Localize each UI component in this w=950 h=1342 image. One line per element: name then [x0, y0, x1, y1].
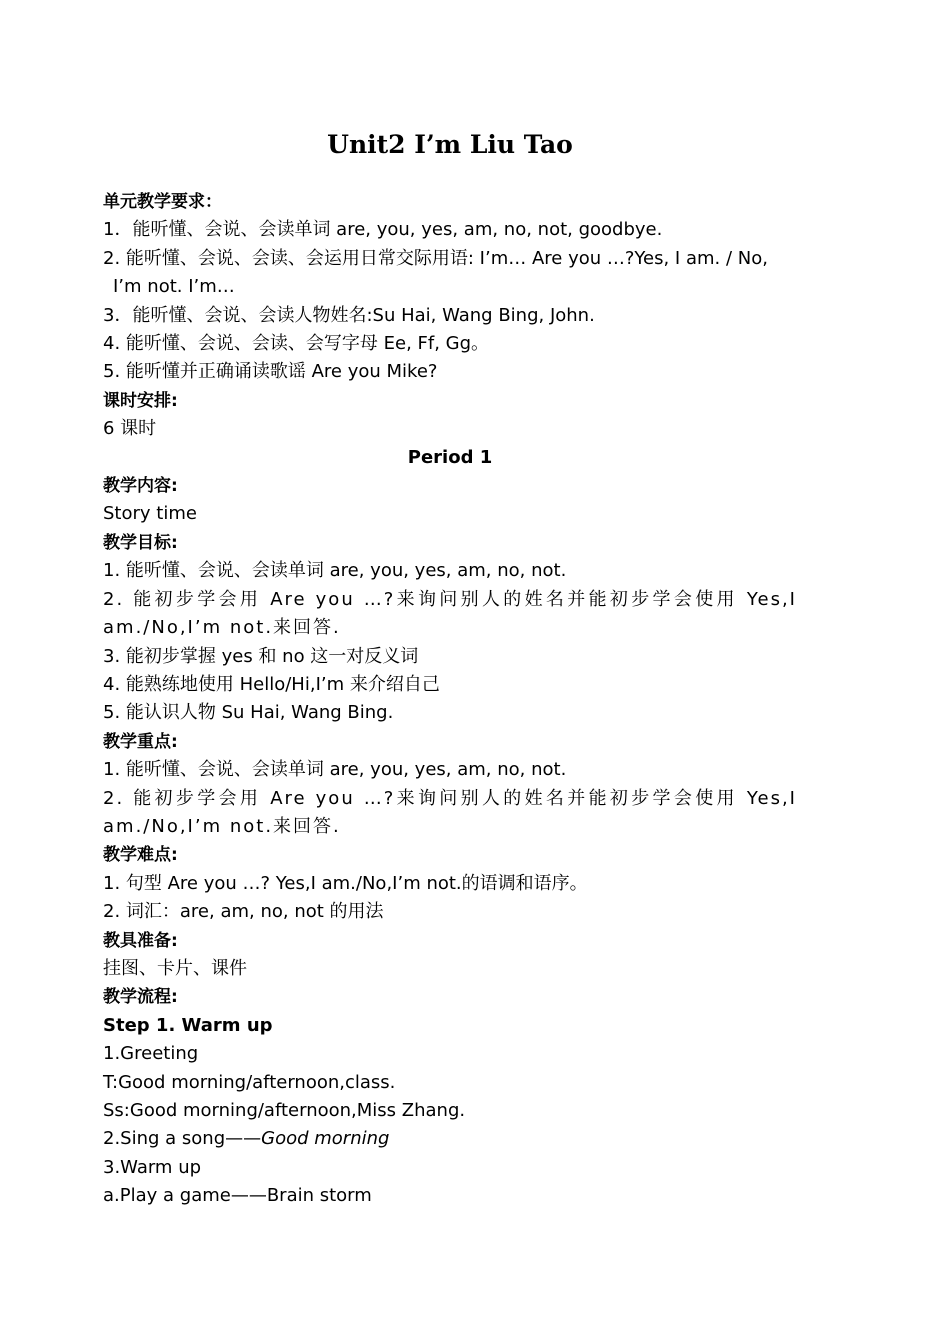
- materials-value: 挂图、卡片、课件: [103, 957, 247, 979]
- unit-requirements-heading: 单元教学要求：: [103, 192, 222, 212]
- schedule-value: 6 课时: [103, 418, 157, 440]
- song-title: Good morning: [261, 1128, 390, 1150]
- requirement-item: 3．能听懂、会说、会读人物姓名:Su Hai, Wang Bing, John.: [103, 304, 595, 326]
- procedure-line: 3.Warm up: [103, 1156, 202, 1178]
- objective-item: 5. 能认识人物 Su Hai, Wang Bing.: [103, 702, 394, 724]
- document-body: [103, 188, 797, 1211]
- difficulty-item: 1. 句型 Are you …? Yes,I am./No,I’m not.的语调和语序。: [103, 872, 588, 894]
- key-points-heading: 教学重点:: [103, 731, 178, 752]
- schedule-heading: 课时安排:: [103, 390, 178, 411]
- procedure-heading: 教学流程:: [103, 987, 178, 1008]
- difficulty-item: 2. 词汇：are, am, no, not 的用法: [103, 901, 384, 923]
- key-point-item: 1. 能听懂、会说、会读单词 are, you, yes, am, no, not.: [103, 759, 567, 781]
- document-title: Unit2 I’m Liu Tao: [327, 130, 573, 159]
- difficulties-heading: 教学难点:: [103, 845, 178, 866]
- key-point-item: 2. 能初步学会用 Are you …?来询问别人的姓名并能初步学会使用 Yes,I am./No,I’m not.来回答.: [103, 787, 797, 837]
- song-prefix: 2.Sing a song——: [103, 1128, 262, 1150]
- requirement-item: 1．能听懂、会说、会读单词 are, you, yes, am, no, not, goodbye.: [103, 219, 663, 241]
- objective-item: 4. 能熟练地使用 Hello/Hi,I’m 来介绍自己: [103, 673, 440, 695]
- objective-item: 1. 能听懂、会说、会读单词 are, you, yes, am, no, not.: [103, 560, 567, 582]
- content-value: Story time: [103, 503, 197, 525]
- procedure-line: 1.Greeting: [103, 1043, 199, 1065]
- materials-heading: 教具准备:: [103, 930, 178, 951]
- objective-item: 3. 能初步掌握 yes 和 no 这一对反义词: [103, 645, 419, 667]
- objective-item: 2. 能初步学会用 Are you …?来询问别人的姓名并能初步学会使用 Yes,I am./No,I’m not.来回答.: [103, 588, 797, 639]
- procedure-line-song: [103, 1125, 797, 1153]
- objectives-heading: 教学目标:: [103, 532, 178, 553]
- requirement-item: 2. 能听懂、会说、会读、会运用日常交际用语: I’m… Are you …?Yes, I am. / No,: [103, 247, 768, 269]
- requirement-item: 5. 能听懂并正确诵读歌谣 Are you Mike?: [103, 361, 438, 383]
- requirement-item-continued: I’m not. I’m…: [113, 276, 235, 298]
- procedure-line: a.Play a game——Brain storm: [103, 1185, 372, 1207]
- step1-title: Step 1. Warm up: [103, 1014, 273, 1036]
- content-heading: 教学内容:: [103, 476, 178, 497]
- requirement-item: 4. 能听懂、会说、会读、会写字母 Ee, Ff, Gg。: [103, 333, 490, 355]
- period-title: Period 1: [407, 446, 493, 468]
- procedure-line: T:Good morning/afternoon,class.: [103, 1071, 396, 1093]
- procedure-line: Ss:Good morning/afternoon,Miss Zhang.: [103, 1100, 466, 1121]
